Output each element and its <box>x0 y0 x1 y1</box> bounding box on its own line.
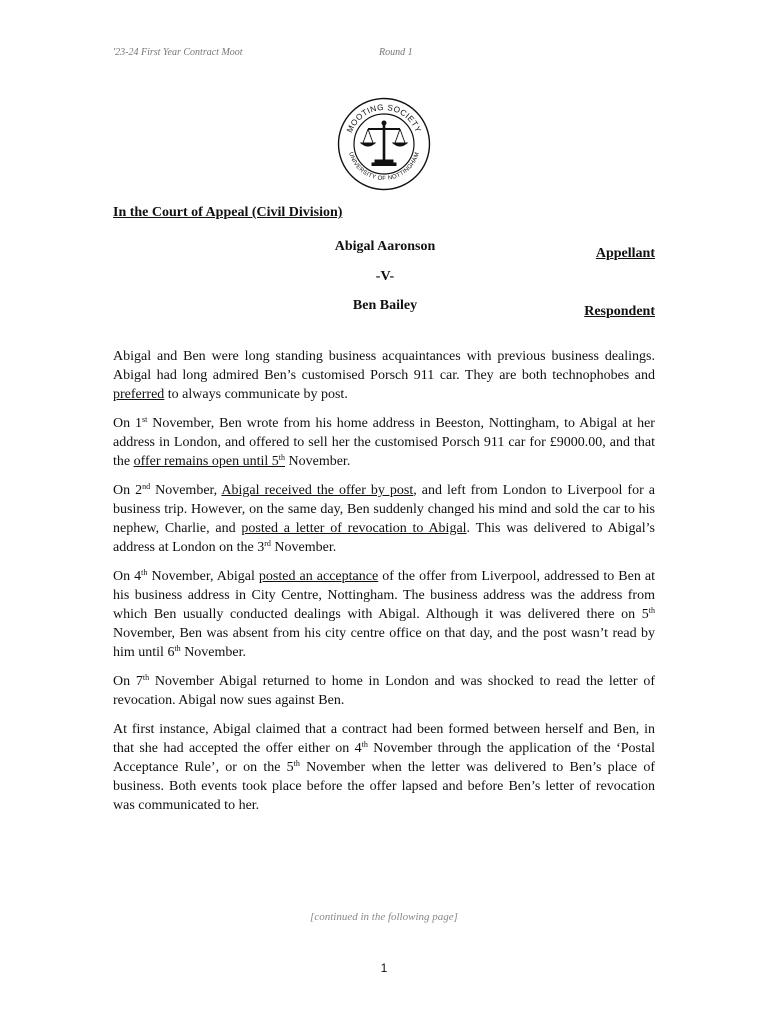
paragraph-6: At first instance, Abigal claimed that a contract had been formed between herself and Ben, in that she had accepted the offer either on 4th November through the application of the ‘Postal Acceptance Rule’, or on the 5th November when the letter was delivered to Ben’s place of business. Both events took place before the offer lapsed and before Ben’s letter of revocation was communicated to her. <box>113 722 655 813</box>
paragraph-5: On 7th November Abigal returned to home in London and was shocked to read the letter of revocation. Abigal now sues against Ben. <box>113 673 655 708</box>
scales-of-justice-icon <box>361 121 407 166</box>
respondent-role: Respondent <box>584 304 655 319</box>
appellant-role: Appellant <box>595 246 655 261</box>
court-heading: In the Court of Appeal (Civil Division) <box>113 205 343 220</box>
paragraph-4: On 4th November, Abigal posted an acceptance of the offer from Liverpool, addressed to Ben at his business address in City Centre, Nottingham. The business address was the address from which Ben usually conducted dealings with Abigal. Although it was delivered there on 5th November, Ben was absent from his city centre office on that day, and the post wasn’t read by him until 6th November. <box>113 568 655 660</box>
continued-note: [continued in the following page] <box>310 911 458 923</box>
header-right: Round 1 <box>379 47 413 58</box>
logo-top-text: MOOTING SOCIETY <box>345 102 423 135</box>
page-number: 1 <box>380 961 388 975</box>
respondent-name: Ben Bailey <box>352 298 418 313</box>
case-facts <box>113 347 655 825</box>
appellant-name: Abigal Aaronson <box>334 239 436 254</box>
paragraph-1: Abigal and Ben were long standing business acquaintances with previous business dealings. Abigal had long admired Ben’s customised Porsch 911 car. They are both technophobes and preferred to always communicate by post. <box>113 349 655 402</box>
mooting-society-logo <box>337 97 431 191</box>
versus: -V- <box>375 269 395 284</box>
paragraph-3: On 2nd November, Abigal received the offer by post, and left from London to Liverpool for a business trip. However, on the same day, Ben suddenly changed his mind and sold the car to his nephew, Charlie, and posted a letter of revocation to Abigal. This was delivered to Abigal’s address at London on the 3rd November. <box>113 482 655 555</box>
header-left: '23-24 First Year Contract Moot <box>113 47 243 58</box>
paragraph-2: On 1st November, Ben wrote from his home address in Beeston, Nottingham, to Abigal at her address in London, and offered to sell her the customised Porsch 911 car for £9000.00, and that the offer remains open until 5th November. <box>113 415 655 469</box>
logo-bottom-text: UNIVERSITY OF NOTTINGHAM <box>347 151 421 183</box>
